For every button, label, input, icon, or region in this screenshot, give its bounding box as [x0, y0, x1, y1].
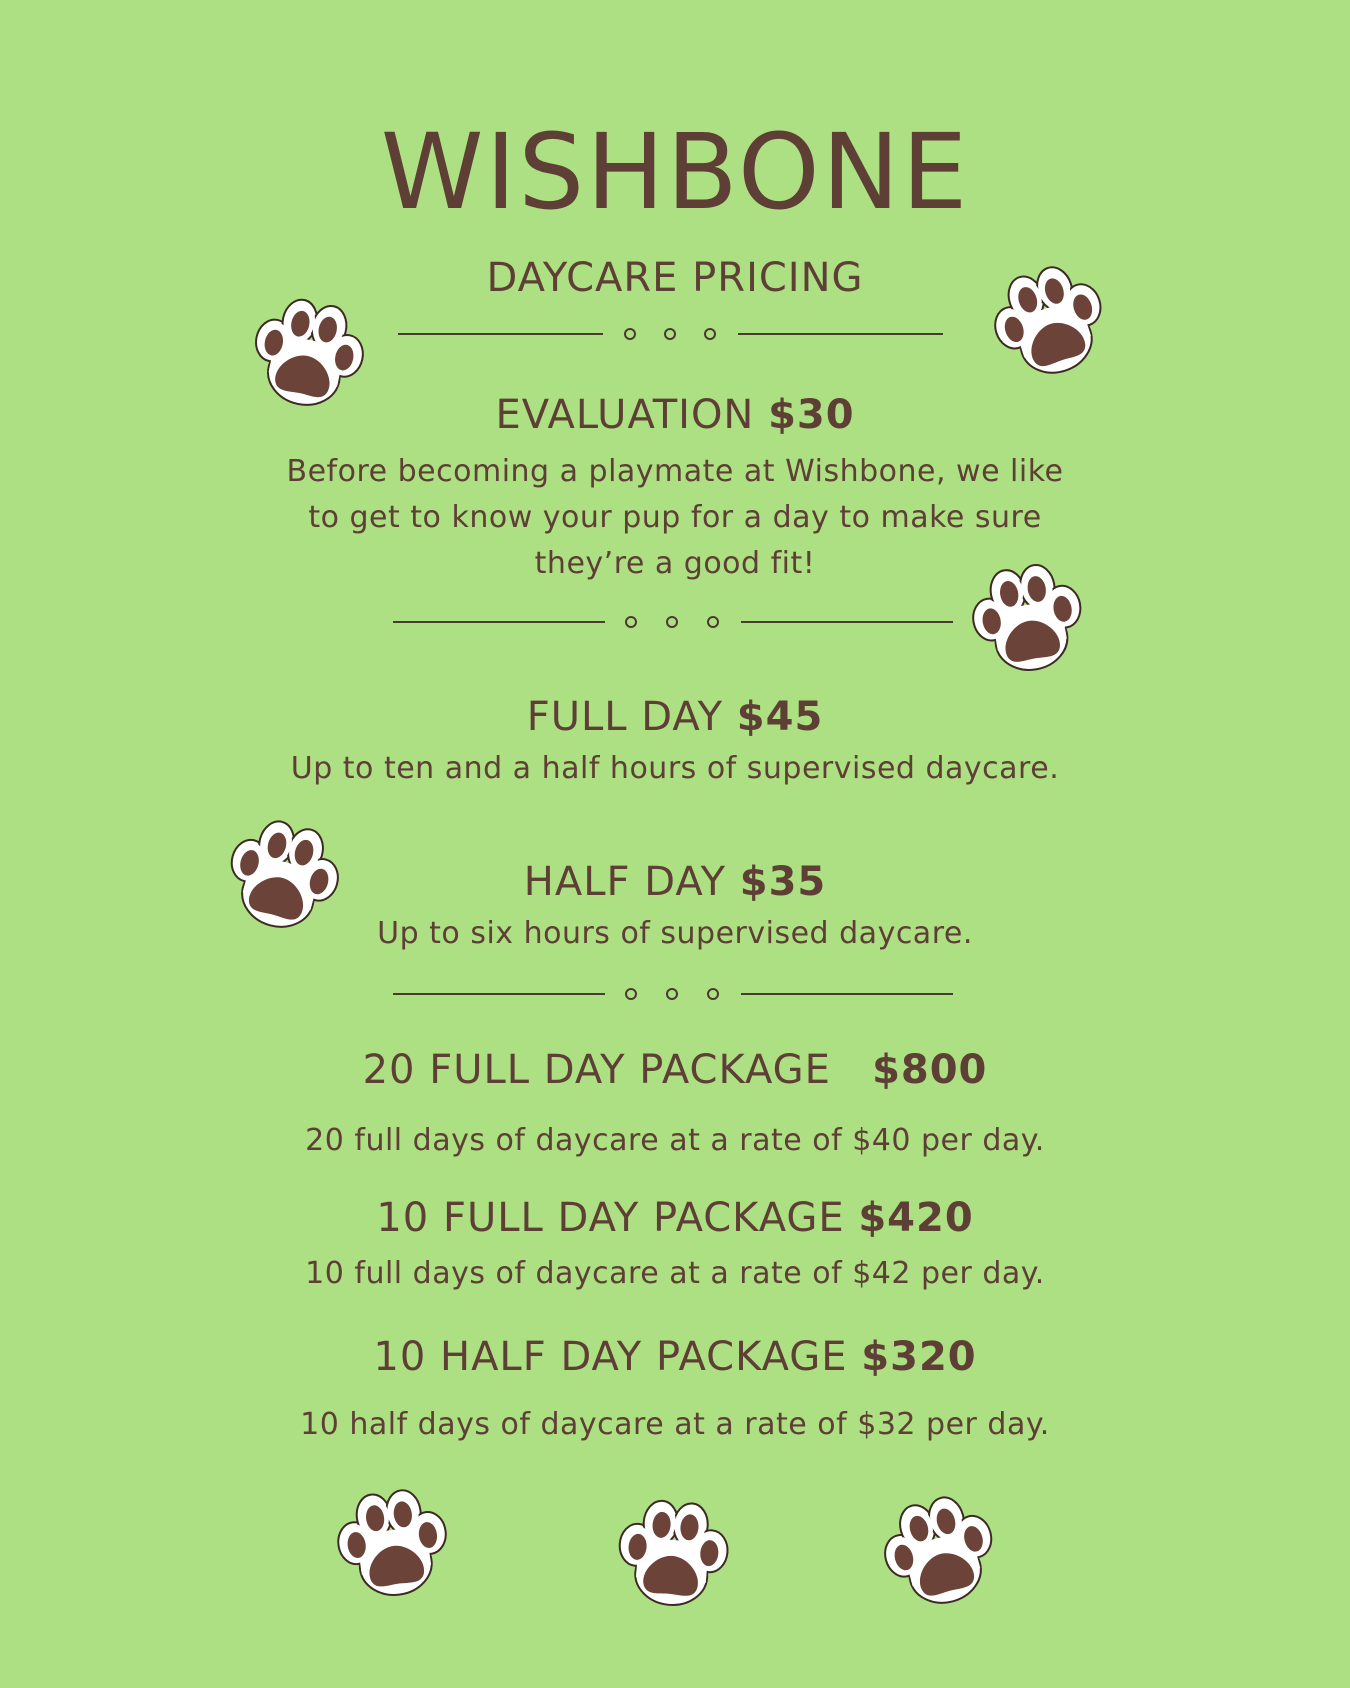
page-title: WISHBONE — [380, 111, 970, 233]
ten-full-day-package-name: 10 FULL DAY PACKAGE — [376, 1195, 845, 1241]
evaluation-description-line: to get to know your pup for a day to make sure — [308, 500, 1042, 535]
twenty-full-day-package-price: $800 — [872, 1047, 988, 1093]
ten-full-day-package-price: $420 — [858, 1195, 974, 1241]
evaluation-description — [0, 449, 1350, 587]
ten-full-day-package-description — [0, 1251, 1350, 1297]
divider-ornament-icon — [393, 986, 953, 1002]
twenty-full-day-package-heading — [0, 1047, 1350, 1093]
full-day-heading — [0, 694, 1350, 740]
half-day-description-line: Up to six hours of supervised daycare. — [377, 916, 973, 951]
ten-half-day-package-description — [0, 1402, 1350, 1448]
ten-half-day-package-description-line: 10 half days of daycare at a rate of $32 per day. — [300, 1407, 1050, 1442]
twenty-full-day-package-description-line: 20 full days of daycare at a rate of $40 per day. — [305, 1123, 1045, 1158]
full-day-description-line: Up to ten and a half hours of supervised daycare. — [290, 751, 1060, 786]
full-day-price: $45 — [736, 694, 824, 740]
evaluation-price: $30 — [768, 392, 855, 438]
twenty-full-day-package-name: 20 FULL DAY PACKAGE — [362, 1047, 831, 1093]
paw-print-icon — [875, 1488, 1005, 1618]
full-day-description — [0, 746, 1350, 792]
divider-ornament-icon — [393, 614, 953, 630]
paw-print-icon — [243, 290, 373, 420]
ten-full-day-package-description-line: 10 full days of daycare at a rate of $42 per day. — [305, 1256, 1045, 1291]
paw-print-icon — [218, 812, 348, 942]
half-day-price: $35 — [739, 859, 827, 905]
paw-print-icon — [985, 258, 1115, 388]
half-day-heading — [0, 859, 1350, 905]
evaluation-description-line: Before becoming a playmate at Wishbone, we like — [286, 454, 1064, 489]
half-day-name: HALF DAY — [523, 859, 727, 905]
ten-half-day-package-name: 10 HALF DAY PACKAGE — [373, 1334, 848, 1380]
ten-half-day-package-heading — [0, 1334, 1350, 1380]
evaluation-name: EVALUATION — [495, 392, 755, 438]
ten-half-day-package-price: $320 — [861, 1334, 977, 1380]
page-subtitle: DAYCARE PRICING — [486, 255, 864, 301]
full-day-name: FULL DAY — [526, 694, 724, 740]
ten-full-day-package-heading — [0, 1195, 1350, 1241]
paw-print-icon — [608, 1490, 738, 1620]
divider-ornament-icon — [398, 326, 943, 342]
evaluation-description-line: they’re a good fit! — [534, 546, 816, 581]
paw-print-icon — [963, 555, 1093, 685]
paw-print-icon — [328, 1480, 458, 1610]
twenty-full-day-package-description — [0, 1118, 1350, 1164]
half-day-description — [0, 911, 1350, 957]
evaluation-heading — [0, 392, 1350, 438]
